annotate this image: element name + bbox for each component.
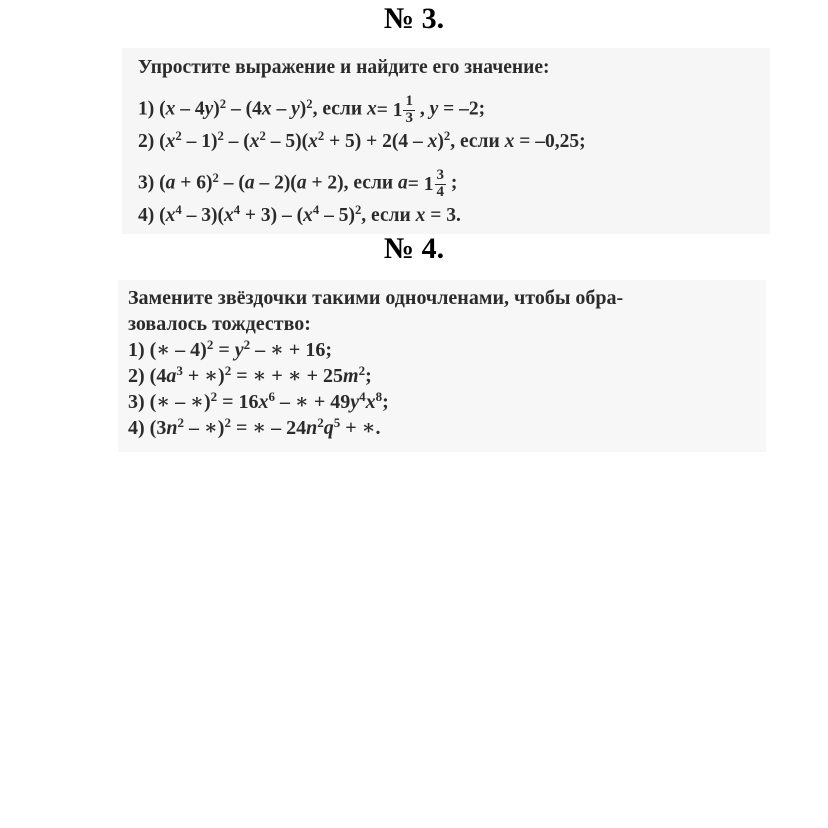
task-3-heading: № 3.: [383, 2, 445, 35]
task-4-item-4: 4) ($3n^2$ – ∗)$^2$ = ∗ – $24n^2q^5$ + ∗.: [128, 414, 381, 439]
task-3-item-1: 1) (x – 4y)$^2$ – (4x – y)$^2$, если x = 1 $\frac{1}{3}$ , y = –2;: [138, 93, 486, 126]
fraction-one-third: $\frac{1}{3}$: [405, 93, 413, 126]
task-4-intro-line-2: зовалось тождество:: [128, 313, 311, 335]
task-3-item-4: 4) $(x^4 - 3)(x^4 + 3) - (x^4 - 5)^2$, если x = 3.: [138, 203, 461, 226]
task-4-item-3: 3) (∗ – ∗)$^2$ = $16x^6$ – ∗ + $49y^4x^8$;: [128, 388, 389, 413]
task-4-scan: [118, 280, 766, 452]
task-3-item-3: 3) $(a + 6)^2 - (a - 2)(a + 2)$, если a = 1 $\frac{3}{4}$ ;: [138, 167, 458, 200]
task-4-heading: № 4.: [383, 232, 445, 265]
task-4-item-1: 1) (∗ – $4)^2 = y^2$ – ∗ + 16;: [128, 336, 332, 361]
task-3-item-2: 2) $(x^2 - 1)^2 - (x^2 - 5)(x^2 + 5) + 2(4 - x)^2$, если x = –0,25;: [138, 129, 586, 152]
task-3-scan: [122, 48, 770, 234]
task-4-item-2: 2) ($4a^3$ + ∗)$^2$ = ∗ + ∗ + $25m^2$;: [128, 362, 372, 387]
task-3-intro: Упростите выражение и найдите его значение:: [138, 57, 550, 78]
fraction-three-quarters: $\frac{3}{4}$: [436, 167, 445, 200]
task-4-intro-line-1: Замените звёздочки такими одночленами, чтобы обра-: [128, 287, 624, 309]
